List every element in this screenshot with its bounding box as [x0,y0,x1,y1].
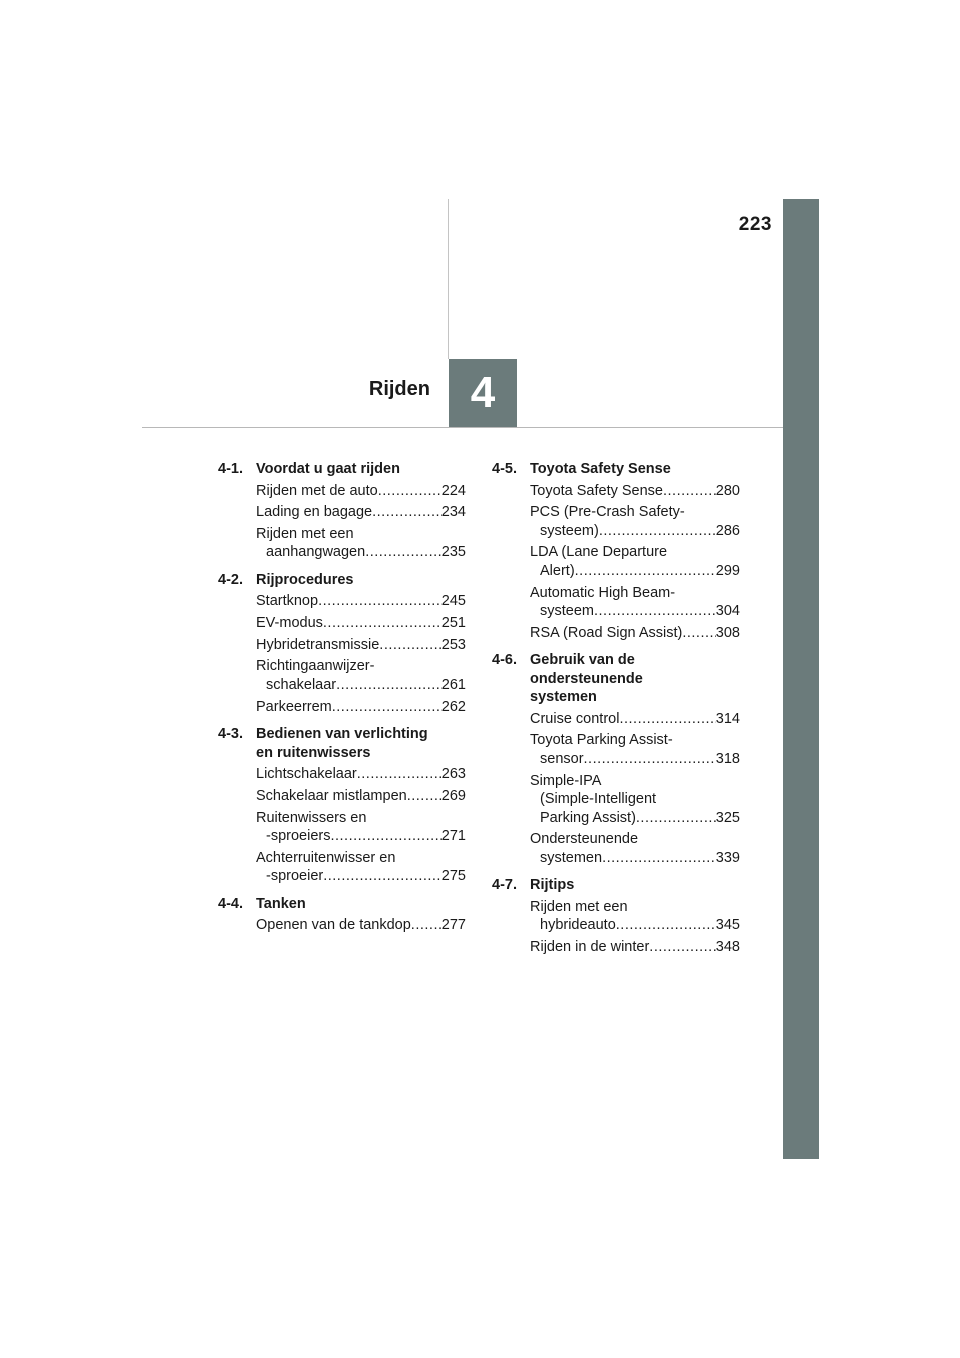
entry-text: PCS (Pre-Crash Safety- [530,504,685,521]
toc-entry[interactable] [256,482,466,501]
entry-text: -sproeiers [266,828,331,844]
entry-text: LDA (Lane Departure [530,544,668,561]
toc-entry[interactable] [256,614,466,633]
entry-text: hybrideauto [540,917,616,934]
toc-entry[interactable] [530,543,740,580]
page-number: 223 [738,214,772,235]
entry-text: Simple-IPA [530,772,602,789]
entry-line [256,614,466,633]
entry-page-number: 345 [715,917,740,934]
entry-text: Rijden in de winter [530,939,650,955]
entry-line [256,765,466,784]
dot-leader [372,503,442,522]
toc-entry[interactable] [256,503,466,522]
dot-leader [330,827,441,846]
entry-text: Rijden met een [256,525,354,542]
section-title: Toyota Safety Sense [530,461,671,477]
dot-leader [336,676,442,695]
dot-leader [599,522,716,541]
entry-text: -sproeier [266,868,324,885]
section-number: 4-1. [218,461,243,477]
entry-page-number: 314 [715,710,740,727]
entry-page-number: 224 [441,482,466,499]
toc-entry[interactable] [530,503,740,540]
entry-line [256,503,466,522]
toc-section [492,876,740,956]
vertical-divider [448,199,449,359]
entry-line [530,898,740,917]
entry-page-number: 263 [441,766,466,783]
toc-section [218,725,466,886]
entry-page-number: 253 [441,636,466,653]
entry-line [256,916,466,935]
section-title: Voordat u gaat rijden [256,461,400,477]
entry-text: Rijden met een [530,898,628,915]
toc-entry[interactable] [256,787,466,806]
toc-entry[interactable] [256,809,466,846]
dot-leader [323,614,442,633]
chapter-side-tab [783,199,819,1159]
dot-leader [575,562,716,581]
toc-entry[interactable] [256,765,466,784]
entry-line [530,710,740,729]
section-heading[interactable] [218,460,466,479]
entry-page-number: 308 [715,624,740,641]
chapter-number: 4 [470,368,496,417]
section-heading[interactable] [218,895,466,914]
dot-leader [584,750,716,769]
entry-page-number: 277 [441,917,466,934]
entry-line [256,867,466,886]
section-heading[interactable] [218,571,466,590]
entry-text: aanhangwagen [266,544,366,561]
entry-text: Parkeerrem [256,698,332,715]
section-heading[interactable] [218,725,466,762]
dot-leader [663,482,716,501]
entry-line [256,676,466,695]
entry-page-number: 318 [715,750,740,767]
entry-page-number: 275 [441,868,466,885]
section-number: 4-4. [218,895,243,912]
toc-entry[interactable] [256,916,466,935]
toc-column-right [492,460,740,966]
dot-leader [602,849,716,868]
dot-leader [407,787,442,806]
section-heading[interactable] [492,876,740,895]
entry-page-number: 262 [441,698,466,715]
entry-text: Automatic High Beam- [530,584,676,601]
toc-section [492,460,740,642]
toc-entry[interactable] [530,482,740,501]
entry-text: schakelaar [266,676,337,693]
entry-text: Cruise control [530,710,620,727]
entry-text: systemen [540,849,603,866]
section-heading[interactable] [492,460,740,479]
entry-page-number: 269 [441,787,466,804]
entry-line [530,624,740,643]
entry-text: Parking Assist) [540,809,636,826]
dot-leader [332,698,442,717]
entry-text: Toyota Parking Assist- [530,732,673,749]
section-number: 4-7. [492,877,517,894]
section-number: 4-6. [492,652,517,669]
entry-line [256,787,466,806]
section-title: Rijprocedures [256,571,354,588]
dot-leader [365,543,442,562]
section-title: Bedienen van verlichting en ruitenwissers [256,726,428,761]
toc-entry[interactable] [256,698,466,717]
toc-entry[interactable] [530,898,740,935]
entry-page-number: 261 [441,676,466,693]
entry-line [530,849,740,868]
entry-line [530,543,740,562]
entry-line [530,830,740,849]
entry-line [530,772,740,791]
toc-section [492,651,740,867]
entry-page-number: 339 [715,849,740,866]
entry-page-number: 299 [715,562,740,579]
toc-entry[interactable] [256,657,466,694]
entry-text: Lading en bagage [256,504,373,521]
horizontal-divider [142,427,783,428]
entry-line [530,790,740,809]
entry-line [256,525,466,544]
entry-text: Ondersteunende [530,831,639,848]
toc-section [218,571,466,716]
entry-text: Rijden met de auto [256,482,378,499]
toc-section [218,895,466,935]
entry-line [530,503,740,522]
section-number: 4-3. [218,726,243,743]
toc-column-left [218,460,466,944]
entry-line [256,482,466,501]
entry-line [530,562,740,581]
entry-line [256,809,466,828]
toc-entry[interactable] [530,710,740,729]
entry-text: Schakelaar mistlampen [256,787,407,804]
section-number: 4-5. [492,461,517,477]
section-title: Rijtips [530,877,575,894]
entry-line [530,522,740,541]
toc-entry[interactable] [256,849,466,886]
dot-leader [378,482,442,501]
section-number: 4-2. [218,571,243,588]
dot-leader [649,938,716,957]
dot-leader [682,624,715,643]
section-title: Tanken [256,895,306,912]
entry-page-number: 245 [441,593,466,610]
entry-text: (Simple-Intelligent [540,791,657,808]
entry-text: Hybridetransmissie [256,636,380,653]
toc-entry[interactable] [530,584,740,621]
entry-line [256,636,466,655]
entry-line [256,543,466,562]
toc-entry[interactable] [256,525,466,562]
toc-entry[interactable] [530,938,740,957]
entry-line [256,849,466,868]
section-title: Gebruik van de ondersteunende systemen [530,652,643,706]
dot-leader [619,710,715,729]
entry-line [530,482,740,501]
toc-entry[interactable] [530,624,740,643]
dot-leader [616,916,716,935]
entry-page-number: 348 [715,939,740,955]
entry-text: Richtingaanwijzer- [256,658,375,675]
dot-leader [594,602,716,621]
entry-text: sensor [540,750,584,767]
entry-line [256,657,466,676]
toc-entry[interactable] [530,731,740,768]
entry-page-number: 234 [441,504,466,521]
entry-page-number: 286 [715,522,740,539]
entry-line [530,916,740,935]
entry-line [530,809,740,828]
entry-line [256,827,466,846]
entry-line [530,584,740,603]
toc-entry[interactable] [530,830,740,867]
dot-leader [636,809,716,828]
dot-leader [379,636,442,655]
entry-page-number: 280 [715,482,740,499]
entry-text: systeem [540,603,594,620]
toc-entry[interactable] [530,772,740,828]
entry-line [530,750,740,769]
entry-line [256,698,466,717]
entry-page-number: 325 [715,809,740,826]
toc-section [218,460,466,562]
entry-line [530,938,740,957]
dot-leader [411,916,442,935]
toc-entry[interactable] [256,636,466,655]
entry-line [256,592,466,611]
dot-leader [318,592,442,611]
entry-text: EV-modus [256,615,323,632]
chapter-number-box [449,359,517,427]
entry-text: Ruitenwissers en [256,809,367,826]
entry-text: Achterruitenwisser en [256,849,396,866]
dot-leader [323,867,442,886]
dot-leader [357,765,442,784]
entry-page-number: 251 [441,615,466,632]
entry-text: RSA (Road Sign Assist) [530,624,683,641]
entry-text: Toyota Safety Sense [530,482,663,499]
chapter-title: Rijden [368,378,430,400]
entry-line [530,731,740,750]
entry-line [530,602,740,621]
entry-page-number: 304 [715,603,740,620]
section-heading[interactable] [492,651,740,707]
entry-text: Alert) [540,562,575,579]
toc-entry[interactable] [256,592,466,611]
entry-text: Lichtschakelaar [256,766,357,783]
entry-text: Startknop [256,593,319,610]
entry-text: Openen van de tankdop [256,917,411,934]
entry-page-number: 271 [441,828,466,844]
entry-text: systeem) [540,522,599,539]
entry-page-number: 235 [441,544,466,561]
